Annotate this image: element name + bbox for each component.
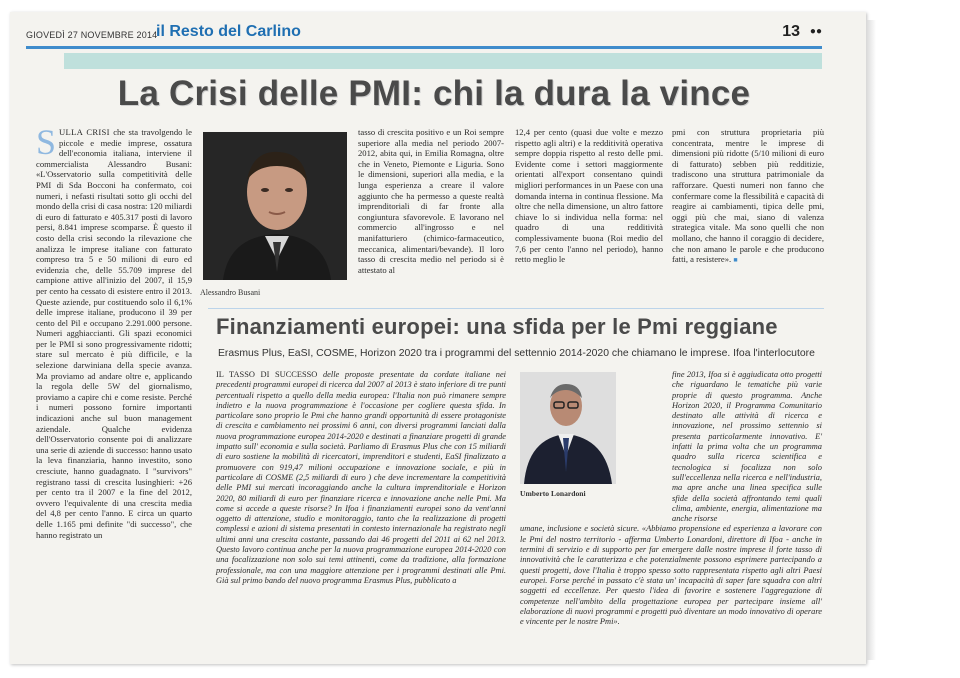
article-column-4 bbox=[672, 127, 824, 305]
article-lead: ULLA CRISI bbox=[59, 127, 110, 137]
end-mark: ■ bbox=[733, 256, 738, 265]
article-text-4: pmi con struttura proprietaria più concentrata, mentre le imprese di dimensioni più ridotte (5/10 milioni di euro di fatturato) sebben più redditizie, tradiscono una struttura patrimoniale da rafforzare. Questi numeri non fanno che confermare come la flessibilità e capacità di reagire ai cambiamenti, tipica delle pmi, oggi più che mai, siano di valenza strategica vitale. Ma sono quelli che non mollano, che hanno il coraggio di decidere, che non amano le parole e che producono fatti, a resistere». bbox=[672, 127, 824, 265]
article-column-2: tasso di crescita positivo e un Roi sempre superiore alla media nel periodo 2007-2012, abita qui, in Emilia Romagna, oltre che in Veneto, Piemonte e Liguria. Sono le dimensioni, superiori alla media, e la lunga esperienza a creare il valore aggiunto che ha permesso a queste realtà imprenditoriali di far fronte alla congiuntura sfavorevole. E lavorano nel commercio all'ingrosso e nel manifatturiero (chimico-farmaceutico, meccanica, alimentari/bevande). Il loro tasso di crescita medio nel periodo si è attestato al bbox=[358, 127, 504, 275]
sub-article-text-3: umane, inclusione e società sicure. «Abbiamo propensione ed esperienza a lavorare con le Pmi del nostro territorio - afferma Umberto Lonardoni, direttore di Ifoa - anche in termini di servizio e di supporto per far emergere dalle nostre imprese il forte tasso di innovatività che le caratterizza e che potenzialmente possono esprimere partecipando a questi progetti, dove l'Italia è troppo spesso sotto rappresentata rispetto agli altri Paesi europei. Forse perché in passato c'è stata un' incapacità di saper fare squadra con altri soggetti ed eccellenze. Per questo l'idea di favorire e sostenere l'aggregazione di competenze nell'ambito della progettazione europea per partecipare insieme all' elaborazione di nuovi programmi e progetti può diventare un modo innovativo di operare e vincente per le nostre Pmi». bbox=[520, 524, 822, 627]
article-column-3: 12,4 per cento (quasi due volte e mezzo rispetto agli altri) e la redditività operativa sempre doppia rispetto al resto delle pmi. Evidente come i settori maggiormente orientati all'export consentano quindi migliori performances in un Paese con una domanda interna in continua flessione. Ma oltre che nella dimensione, un altro fattore chiave lo si individua nella forma: nel quadro di una redditività complessivamente buona (Roi medio del 7,6 per cento l'anno nel periodo), hanno retto meglio le bbox=[515, 127, 663, 265]
sub-article-lead: IL TASSO DI SUCCESSO bbox=[216, 370, 318, 379]
page-dots: ●● bbox=[809, 26, 822, 37]
page-shadow bbox=[866, 20, 876, 660]
sub-article-column-1 bbox=[216, 370, 506, 652]
headline-band bbox=[64, 53, 822, 69]
sub-article-title: Finanziamenti europei: una sfida per le Pmi reggiane bbox=[216, 314, 778, 339]
dropcap: S bbox=[36, 122, 57, 162]
article-text-1: che sta travolgendo le piccole e medie imprese, ossatura dell'economia italiana, interviene il commercialista Alessandro Busani: «L'Osservatorio sulla competitività delle PMI di Sda Bocconi ha confermato, coi numeri, i nefasti risultati sotto gli occhi del mondo della crisi di casa nostra: 120 miliardi di euro di fatturato e 405.317 posti di lavoro persi, 8.841 imprese scomparse. È questo il costo della crisi secondo la rilevazione che analizza le imprese italiane con fatturato compreso tra 5 e 50 milioni di euro ed evidenzia che, delle 55.709 imprese del campione attive all'inizio del 2007, il 15,9 per cento ha cessato di esistere entro il 2013. Queste aziende, pur costituendo solo il 6,1% delle imprese italiane, producono il 39 per cento del Pil e occupano 2.291.000 persone. Numeri agghiaccianti. Gli spazi economici per le PMI si sono progressivamente ridotti; stare sul mercato è più difficile, e la selezione darwiniana della specie avanza. Ma proviamo ad andare oltre e, applicando la regola delle 5W del giornalismo, proviamo a capire chi e come resiste. Perché i numeri possono fornire importanti indicazioni anche sul buon management aziendale. Qualche evidenza dell'Osservatorio consente poi di analizzare una serie di aziende di successo: hanno usato la leva finanziaria, hanno investito, sono cresciute, hanno guadagnato. I "survivors" registrano tassi di crescita lusinghieri: +26 per cento tra il 2007 e la fine del 2012, ovvero l'equivalente di una crescita media del 4,8 per cento l'anno. E circa un quarto delle 1.165 pmi definite "di successo", che hanno registrato un bbox=[36, 127, 193, 540]
sub-article-text-2: fine 2013, Ifoa si è aggiudicata otto progetti che riguardano le tematiche più varie proprie di questo programma. Anche Horizon 2020, il Programma Comunitario destinato alle attività di ricerca e innovazione, nel prossimo settennio si presenta particolarmente innovativo. E' infatti la prima volta che un programma quadro sulla ricerca scientifica e tecnologica si focalizza non solo sull'eccellenza nella ricerca e nell'industria, ma apre anche una linea specifica sulle sfide della società affrontando temi quali clima, ambiente, energia, alimentazione ma anche risorse bbox=[672, 370, 822, 524]
masthead-rule bbox=[26, 46, 822, 49]
article-column-1 bbox=[36, 122, 193, 645]
sub-article-column-2 bbox=[520, 370, 822, 652]
main-headline: La Crisi delle PMI: chi la dura la vince bbox=[117, 74, 751, 113]
sub-article-text-1: delle proposte presentate da cordate italiane nei precedenti programmi europei di ricerca dal 2007 al 2013 è stato inferiore di tre punti percentuali rispetto a quello della media europea: l'Italia non può rimanere sempre indietro e la nuova programmazione è l'occasione per cogliere questa sfida. In particolare sono proprio le Pmi che hanno grandi opportunità di essere protagoniste di crescita e cambiamento nei prossimi 6 anni, con diversi programmi lanciati dalla nuova programmazione europea 2014-2020 e destinati a finanziare progetti di grande impatto sull' economia e sulla società. Parliamo di Erasmus Plus che con 15 miliardi di euro sostiene la mobilità di ricercatori, imprenditori e studenti, EaSI finalizzato a promuovere con 919,47 milioni occupazione e innovazione sociale, e più in particolare di COSME (2,5 miliardi di euro ) che deve incrementare la competitività delle PMI sui mercati incoraggiando anche la cultura imprenditoriale e Horizon 2020, 80 miliardi di euro per finanziare ricerca e innovazione anche nelle Pmi. Ma come si accede a queste risorse? In Ifoa i finanziamenti europei sono da vent'anni oggetto di attenzione, studio e monitoraggio, tanto che la realizzazione di progetti complessi e azioni di sistema presentati in contesto internazionale ha registrato negli ultimi anni una crescita costante, passando dai 46 progetti del 2011 ai 62 nel 2013. Questo lavoro continua anche per la nuova programmazione europea 2014-2020 con una focalizzazione non solo sui temi attinenti, come da tradizione, alla formazione professionale, ma con una maggiore attenzione per i programmi destinati alle Pmi. Già sul primo bando del nuovo programma Erasmus Plus, pubblicato a bbox=[216, 370, 507, 585]
page-number: 13 bbox=[782, 23, 800, 40]
sub-article-kicker: Erasmus Plus, EaSI, COSME, Horizon 2020 tra i programmi del settennio 2014-2020 che chiamano le imprese. Ifoa l'interlocutore bbox=[218, 348, 815, 359]
photo-caption-lonardoni: Umberto Lonardoni bbox=[520, 489, 586, 498]
photo-caption-busani: Alessandro Busani bbox=[200, 288, 261, 297]
masthead bbox=[26, 24, 822, 44]
masthead-date: GIOVEDÌ 27 NOVEMBRE 2014 bbox=[26, 30, 158, 40]
newspaper-logo: il Resto del Carlino bbox=[156, 23, 301, 40]
portrait-photo-busani bbox=[203, 132, 347, 280]
